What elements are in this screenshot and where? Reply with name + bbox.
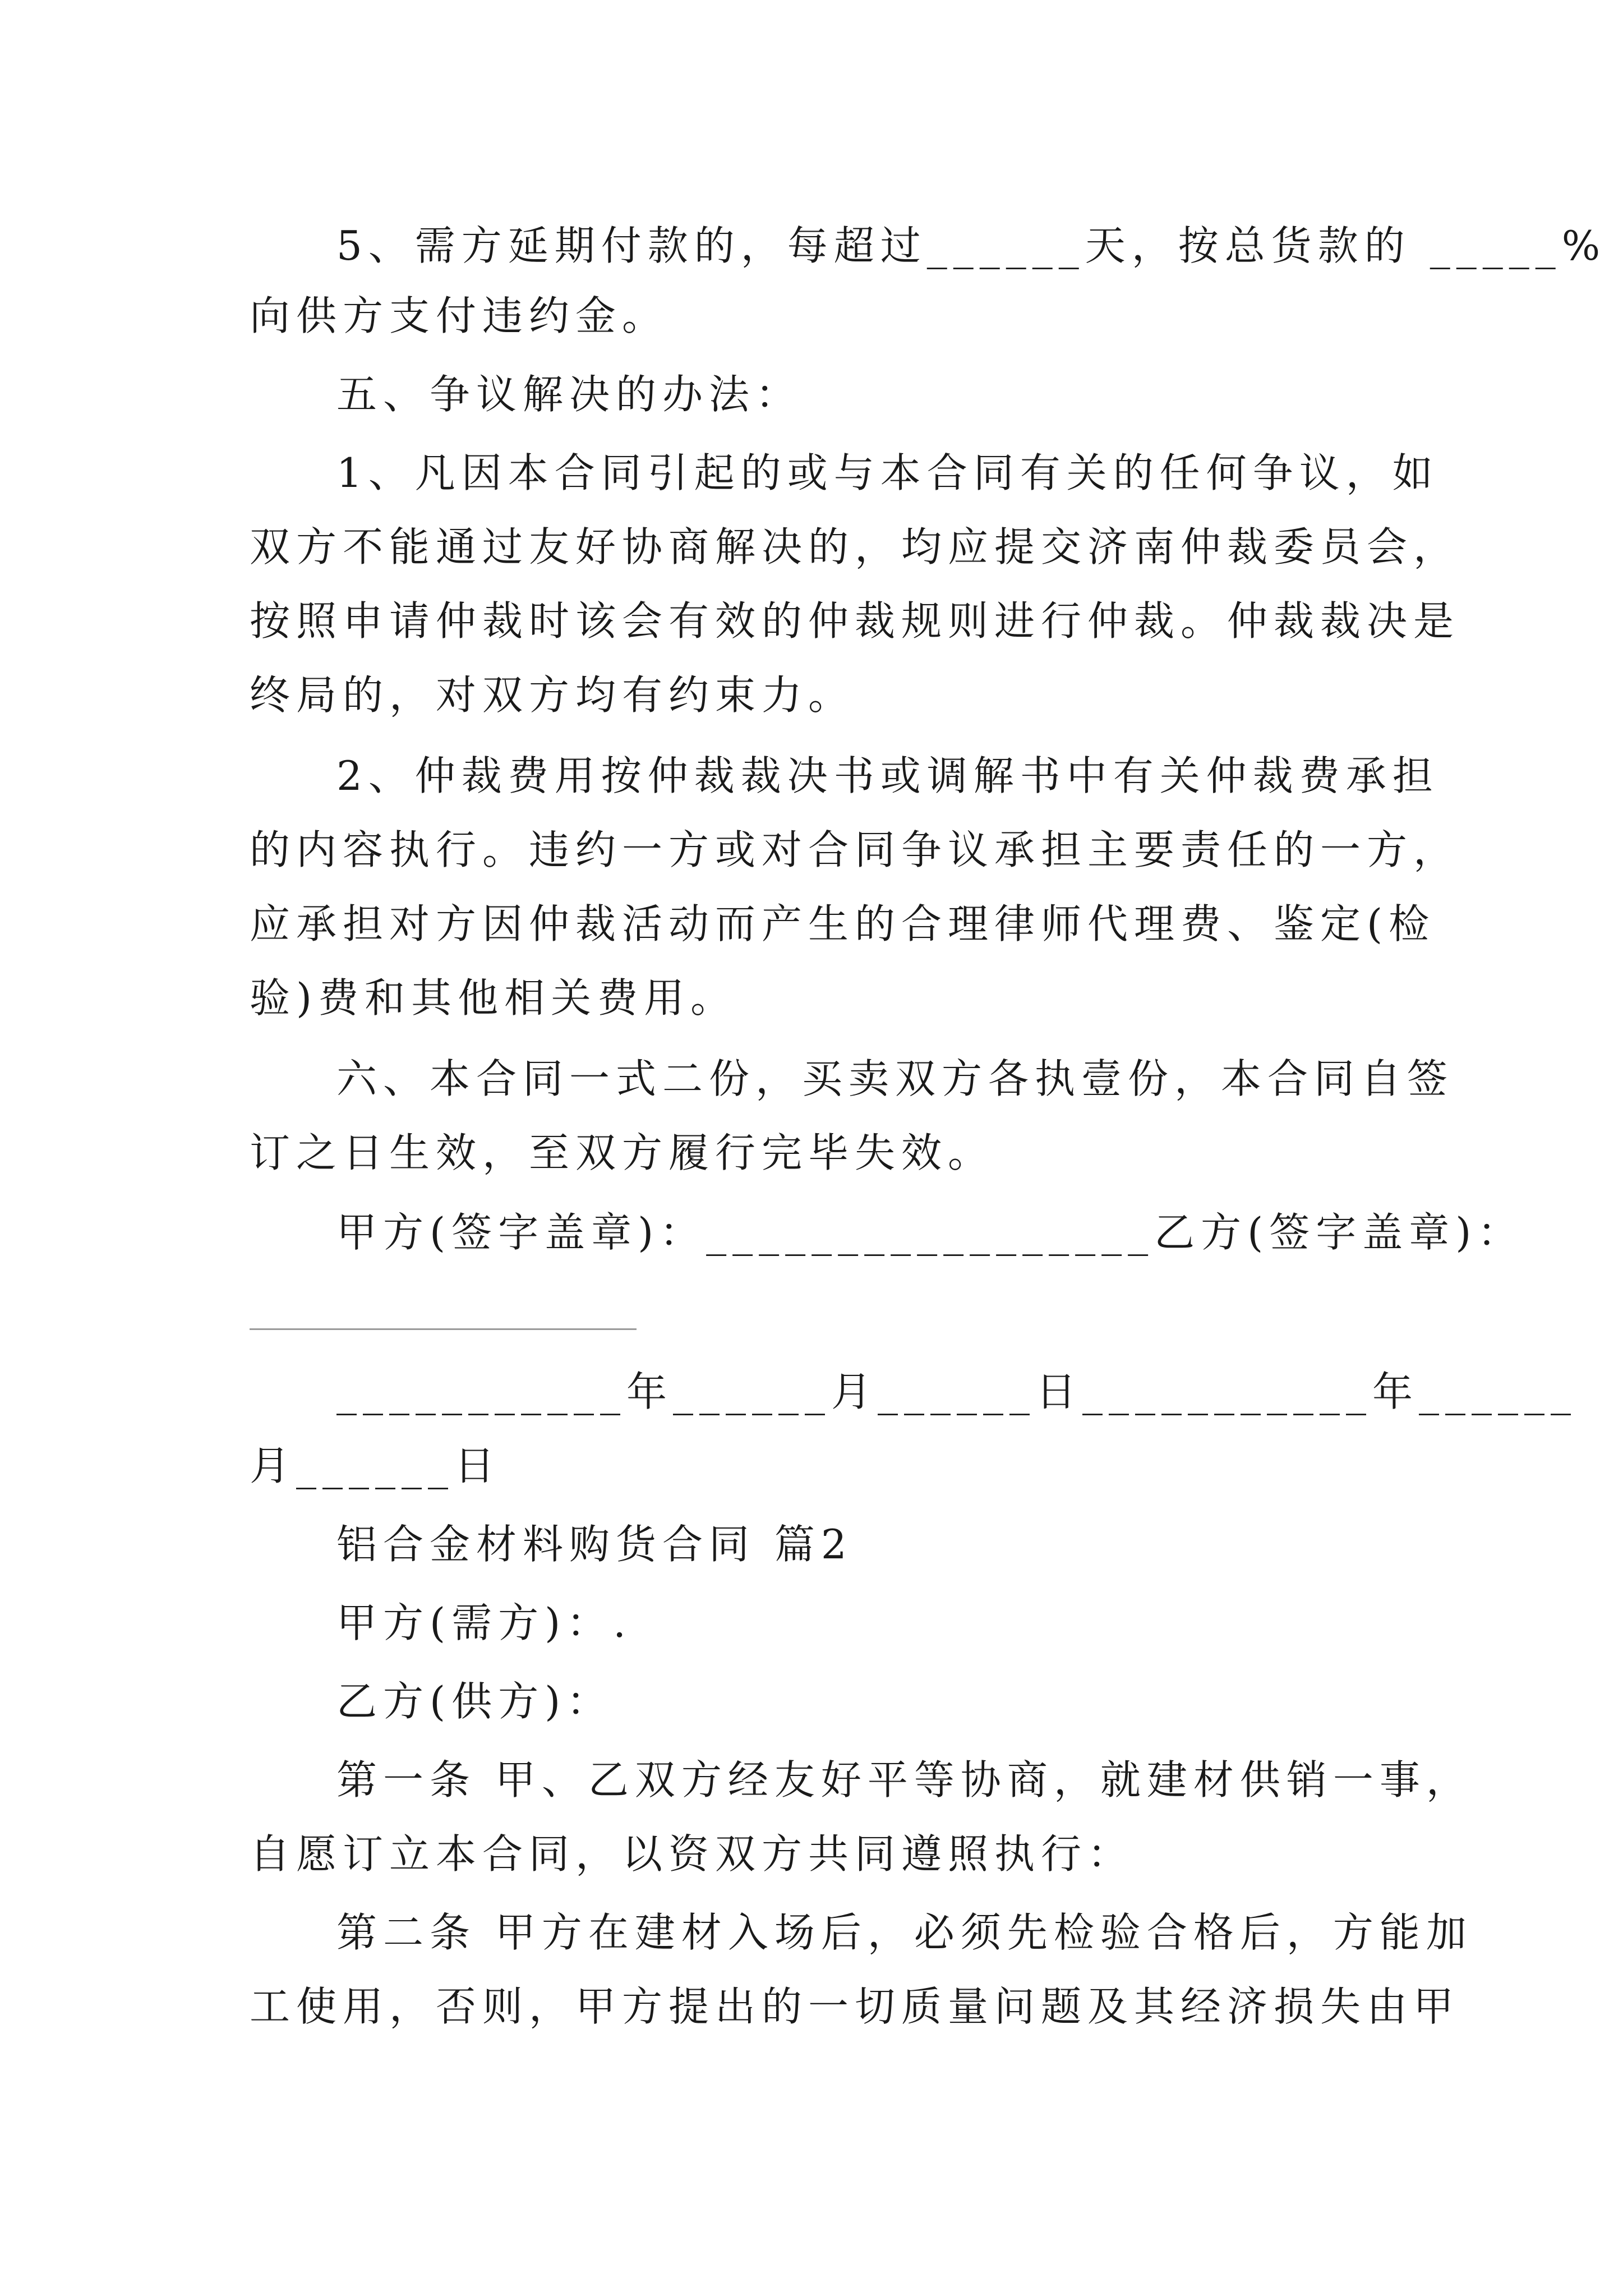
contract-2-title: 铝合金材料购货合同 篇2 <box>336 1521 853 1568</box>
dispute-1-line-1: 1、凡因本合同引起的或与本合同有关的任何争议，如 <box>336 449 1439 496</box>
party-b-label: 乙方(供方)： <box>336 1678 614 1725</box>
dispute-1-line-4: 终局的，对双方均有约束力。 <box>250 671 855 719</box>
dispute-2-line-2: 的内容执行。违约一方或对合同争议承担主要责任的一方， <box>250 826 1460 873</box>
article-2-line-1: 第二条 甲方在建材入场后，必须先检验合格后，方能加 <box>336 1909 1473 1956</box>
section-6-line-1: 六、本合同一式二份，买卖双方各执壹份，本合同自签 <box>336 1055 1454 1102</box>
dispute-2-line-3: 应承担对方因仲裁活动而产生的合理律师代理费、鉴定(检 <box>250 900 1436 947</box>
date-line-2: 月______日 <box>250 1442 501 1489</box>
section-5-heading: 五、争议解决的办法： <box>336 371 803 418</box>
clause-5-line-1: 5、需方延期付款的，每超过______天，按总货款的 _____% <box>336 222 1607 269</box>
dispute-1-line-3: 按照申请仲裁时该会有效的仲裁规则进行仲裁。仲裁裁决是 <box>250 597 1460 645</box>
dispute-2-line-1: 2、仲裁费用按仲裁裁决书或调解书中有关仲裁费承担 <box>336 752 1439 799</box>
signature-line: 甲方(签字盖章)：_________________乙方(签字盖章)： <box>336 1209 1524 1256</box>
date-line-1: ___________年______月______日___________年______ <box>336 1368 1577 1415</box>
section-6-line-2: 订之日生效，至双方履行完毕失效。 <box>250 1129 995 1176</box>
party-a-label: 甲方(需方)：. <box>336 1599 633 1646</box>
article-1-line-1: 第一条 甲、乙双方经友好平等协商，就建材供销一事， <box>336 1756 1473 1803</box>
clause-5-line-2: 向供方支付违约金。 <box>250 292 669 339</box>
article-1-line-2: 自愿订立本合同，以资双方共同遵照执行： <box>250 1830 1135 1878</box>
signature-blank-underline <box>250 1328 637 1330</box>
article-2-line-2: 工使用，否则，甲方提出的一切质量问题及其经济损失由甲 <box>250 1983 1460 2030</box>
dispute-1-line-2: 双方不能通过友好协商解决的，均应提交济南仲裁委员会， <box>250 523 1460 570</box>
dispute-2-line-4: 验)费和其他相关费用。 <box>250 974 737 1022</box>
